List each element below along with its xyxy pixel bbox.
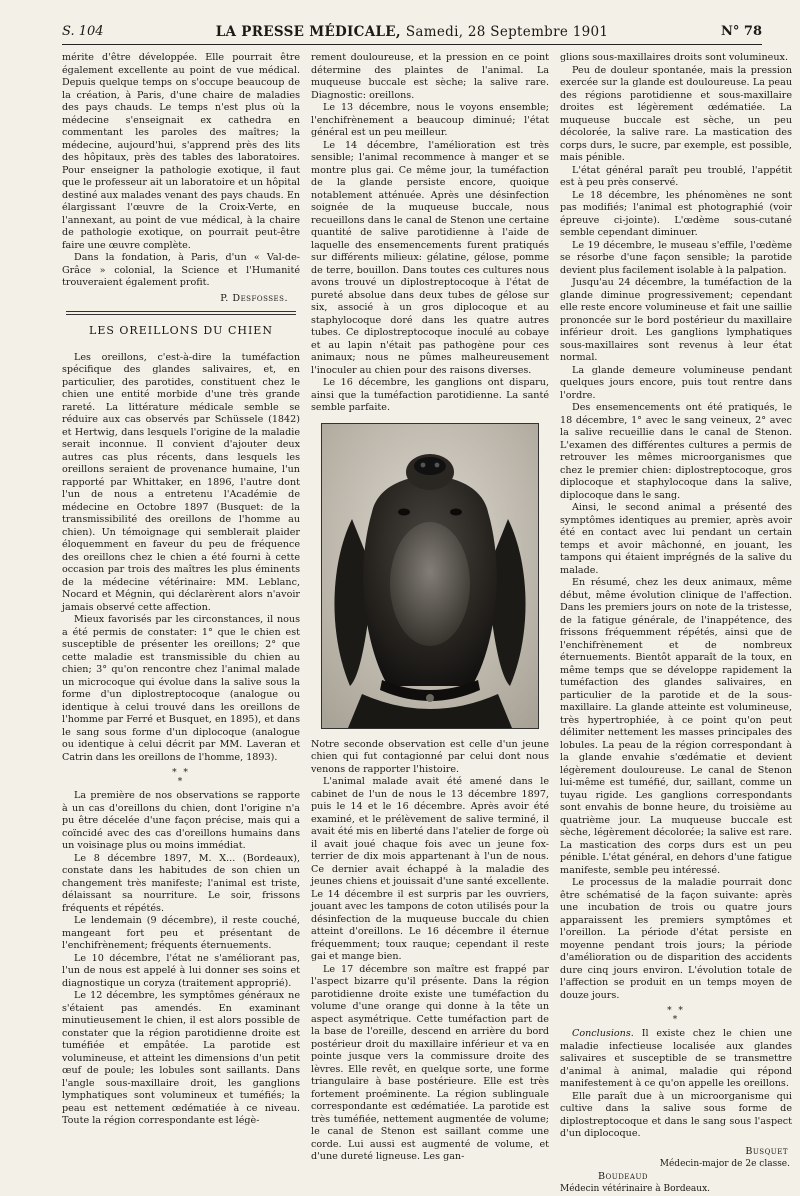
asterism: * * *: [172, 768, 190, 787]
journal-title: [62, 24, 762, 40]
column-2: [311, 52, 549, 1164]
paragraph: En résumé, chez les deux animaux, même début, même évolution clinique de l'affection. Dans les premiers jours on note de la tristesse, de la fatigue générale, de l'inappétence, des frissons fréquemment répétés, ainsi que de l'enchifrènement et de nombreux éternuements. Bientôt apparaît de la toux, en même temps que se développe rapidement la tuméfaction des glandes salivaires, en particulier de la parotide et de la sous-maxillaire. La glande atteinte est volumineuse, très hypertrophiée, à ce point qu'on peut délimiter nettement les masses principales des lobules. La peau de la région correspondant à la glande envahie s'œdématie et devient légèrement douloureuse. Le canal de Stenon lui-même est tuméfié, dur, saillant, comme un tuyau rigide. Les ganglions correspondants sont envahis de bonne heure, du troisième au quatrième jour. La muqueuse buccale est sèche, légèrement décolorée; la salive est rare. La mastication des corps durs est un peu pénible. L'état général, en dehors d'une fatigue manifeste, semble peu intéressé.: [560, 577, 792, 876]
paragraph: glions sous-maxillaires droits sont volumineux.: [560, 52, 788, 63]
paragraph: Le 18 décembre, les phénomènes ne sont pas modifiés; l'animal est photographié (voir épreuve ci-jointe). L'œdème sous-cutané semble cependant diminuer.: [560, 189, 792, 238]
paragraph: Le processus de la maladie pourrait donc être schématisé de la façon suivante: après une incubation de trois ou quatre jours apparaissent les premiers symptômes et l'oreillon. La période d'état persiste en moyenne pendant trois jours; la période d'amélioration ou de disparition des accidents dure cinq jours environ. L'évolution totale de l'affection se produit en un temps moyen de douze jours.: [560, 877, 792, 1001]
dog-photograph: [321, 423, 539, 729]
author-2-title: Médecin vétérinaire à Bordeaux.: [560, 1184, 711, 1194]
author-1-name: Busquet: [745, 1145, 788, 1157]
column-1: [62, 52, 300, 1128]
paragraph: Le 10 décembre, l'état ne s'améliorant pas, l'un de nous est appelé à lui donner ses soins et diagnostique un coryza (traitement approprié).: [62, 952, 300, 989]
issue-date: Samedi, 28 Septembre 1901: [405, 24, 609, 40]
conclusions-label: Conclusions.: [572, 1028, 634, 1039]
issue-number: N° 78: [721, 24, 762, 39]
signature: P. Desfosses.: [220, 292, 288, 304]
conclusions-paragraph: [560, 1028, 792, 1091]
paragraph: La glande demeure volumineuse pendant quelques jours encore, puis tout rentre dans l'ordre.: [560, 364, 792, 401]
header-rule: [62, 44, 762, 45]
author-2-name: Boudeaud: [598, 1170, 648, 1182]
paragraph: rement douloureuse, et la pression en ce point détermine des plaintes de l'animal. La muqueuse buccale est sèche; la salive rare. Diagnostic: oreillons.: [311, 52, 549, 101]
paragraph: Le 12 décembre, les symptômes généraux ne s'étaient pas amendés. En examinant minutieusement le chien, il est alors possible de constater que la région parotidienne droite est tuméfiée et empâtée. La parotide est volumineuse, et atteint les dimensions d'un petit œuf de poule; les lobules sont saillants. Dans l'angle sous-maxillaire droit, les ganglions lymphatiques sont volumineux et tuméfiés; la peau est nettement œdématiée à ce niveau. Toute la région correspondante est légè-: [62, 990, 300, 1126]
separator-rule: [66, 311, 296, 312]
paragraph: La première de nos observations se rapporte à un cas d'oreillons du chien, dont l'origine n'a pu être décelée d'une façon précise, mais qui a coïncidé avec des cas d'oreillons humains dans un voisinage plus ou moins immédiat.: [62, 790, 300, 851]
paragraph: Les oreillons, c'est-à-dire la tuméfaction spécifique des glandes salivaires, et, en particulier, des parotides, constituent chez le chien une entité morbide d'une très grande rareté. La littérature médicale semble se réduire aux cas observés par Schüssele (1842) et Hertwig, dans lesquels l'origine de la maladie serait inconnue. Il convient d'ajouter deux autres cas plus récents, dans lesquels les oreillons seraient de provenance humaine, l'un rapporté par Whittaker, en 1896, l'autre dont l'un de nous a entretenu l'Académie de médecine en Octobre 1897 (Busquet: de la transmissibilité des oreillons de l'homme au chien). Un témoignage qui semblerait plaider éloquemment en faveur du peu de fréquence des oreillons chez le chien a été fourni à cette occasion par trois des maîtres les plus éminents de la médecine vétérinaire: MM. Leblanc, Nocard et Mégnin, qui déclarèrent alors n'avoir jamais observé cette affection.: [62, 351, 300, 613]
paragraph: Le lendemain (9 décembre), il reste couché, mangeant fort peu et présentant de l'enchifrènement; fréquents éternuements.: [62, 915, 300, 951]
paragraph: Le 8 décembre 1897, M. X... (Bordeaux), constate dans les habitudes de son chien un changement très manifeste; l'animal est triste, délaissant sa nourriture. Le soir, frissons fréquents et répétés.: [62, 852, 300, 914]
paragraph: Le 19 décembre, le museau s'effile, l'œdème se résorbe d'une façon sensible; la parotide devient plus facilement isolable à la palpation.: [560, 239, 792, 276]
conclusions-text: Il existe chez le chien une maladie infectieuse localisée aux glandes salivaires et susceptible de se transmettre d'animal à animal, maladie qui répond manifestement à ce qu'on appelle les oreillons.: [560, 1028, 792, 1089]
article-title: LES OREILLONS DU CHIEN: [89, 324, 273, 337]
paragraph: Mieux favorisés par les circonstances, il nous a été permis de constater: 1° que le chien est susceptible de présenter les oreillons; 2° que cette maladie est transmissible du chien au chien; 3° qu'on rencontre chez l'animal malade un microcoque qui évolue dans la salive sous la forme d'un diplostreptocoque (analogue ou identique à celui trouvé dans les oreillons de l'homme par Ferré et Busquet, en 1895), et dans le sang sous forme d'un diplocoque (analogue ou identique à celui décrit par MM. Laveran et Catrin dans les oreillons de l'homme, 1893).: [62, 614, 300, 763]
paragraph: Le 17 décembre son maître est frappé par l'aspect bizarre qu'il présente. Dans la région parotidienne droite existe une tuméfaction du volume d'une orange qui donne à la tête un aspect asymétrique. Cette tuméfaction part de la base de l'oreille, descend en arrière du bord postérieur droit du maxillaire inférieur et va en pointe jusque vers la commissure droite des lèvres. Elle revêt, en quelque sorte, une forme triangulaire à base postérieure. Elle est très fortement proéminente. La région sublinguale correspondante est œdématiée. La parotide est très tuméfiée, nettement augmentée de volume; le canal de Stenon est saillant comme une corde. Lui aussi est augmenté de volume, et d'une dureté ligneuse. Les gan-: [311, 963, 549, 1162]
paragraph: mérite d'être développée. Elle pourrait être également excellente au point de vue médical. Depuis quelque temps on s'occupe beaucoup de la création, à Paris, d'une chaire de maladies des pays chauds. Le temps n'est plus où la médecine s'enseignait ex cathedra en commentant les paroles des maîtres; la médecine, aujourd'hui, s'apprend près des lits des hôpitaux, près des tables des laboratoires. Pour enseigner la pathologie exotique, il faut que le professeur ait un laboratoire et un hôpital destiné aux malades venant des pays chauds. En élargissant l'œuvre de la Croix-Verte, en l'annexant, au point de vue médical, à la chaire de pathologie exotique, on pourrait peut-être faire une œuvre complète.: [62, 52, 300, 251]
paragraph: Le 13 décembre, nous le voyons ensemble; l'enchifrènement a beaucoup diminué; l'état général est un peu meilleur.: [311, 102, 549, 138]
paragraph: Jusqu'au 24 décembre, la tuméfaction de la glande diminue progressivement; cependant elle reste encore volumineuse et fait une saillie prononcée sur le bord postérieur du maxillaire inférieur droit. Les ganglions lymphatiques sous-maxillaires sont revenus à leur état normal.: [560, 277, 792, 363]
paragraph: Notre seconde observation est celle d'un jeune chien qui fut contagionné par celui dont nous venons de rapporter l'histoire.: [311, 738, 549, 775]
paragraph: Dans la fondation, à Paris, d'un « Val-de-Grâce » colonial, la Science et l'Humanité trouveraient également profit.: [62, 252, 300, 288]
paragraph: Des ensemencements ont été pratiqués, le 18 décembre, 1° avec le sang veineux, 2° avec la salive recueillie dans le canal de Stenon. L'examen des différentes cultures a permis de retrouver les mêmes microorganismes que chez le premier chien: diplostreptocoque, gros diplocoque et staphylocoque dans la salive, diplocoque dans le sang.: [560, 402, 792, 501]
journal-name: LA PRESSE MÉDICALE,: [215, 24, 401, 40]
paragraph: Elle paraît due à un microorganisme qui cultive dans la salive sous forme de diplostreptocoque et dans le sang sous l'aspect d'un diplocoque.: [560, 1090, 792, 1139]
authors-block: [560, 1146, 792, 1196]
paragraph: Peu de douleur spontanée, mais la pression exercée sur la glande est douloureuse. La peau des régions parotidienne et sous-maxillaire droites est légèrement œdématiée. La muqueuse buccale est sèche, un peu décolorée, la salive rare. La mastication des corps durs, le sucre, par exemple, est possible, mais pénible.: [560, 64, 792, 163]
page-number: S. 104: [62, 24, 104, 39]
page-header: [62, 22, 762, 44]
author-1-title: Médecin-major de 2e classe.: [659, 1159, 790, 1169]
asterism: * * *: [667, 1006, 685, 1025]
separator-rule: [66, 314, 296, 315]
paragraph: Le 14 décembre, l'amélioration est très sensible; l'animal recommence à manger et se montre plus gai. Ce même jour, la tuméfaction de la glande persiste encore, quoique notablement atténuée. Après une désinfection soignée de la muqueuse buccale, nous recueillons dans le canal de Stenon une certaine quantité de salive parotidienne à l'aide de laquelle des ensemencements furent pratiqués sur différents milieux: gélatine, gélose, pomme de terre, bouillon. Dans toutes ces cultures nous avons trouvé un diplostreptocoque à l'état de pureté absolue dans deux tubes de gélose sur six, associé à un gros diplocoque et au staphylocoque doré dans les quatre autres tubes. Ce diplostreptocoque inoculé au cobaye et au lapin n'était pas pathogène pour ces animaux; nous ne pûmes malheureusement l'inoculer au chien pour des raisons diverses.: [311, 139, 549, 376]
paragraph: Le 16 décembre, les ganglions ont disparu, ainsi que la tuméfaction parotidienne. La santé semble parfaite.: [311, 377, 549, 413]
paragraph: L'animal malade avait été amené dans le cabinet de l'un de nous le 13 décembre 1897, puis le 14 et le 16 décembre. Après avoir été examiné, et le prélèvement de salive terminé, il avait été mis en liberté dans l'atelier de forge où il avait joué chaque fois avec un jeune fox-terrier de dix mois appartenant à l'un de nous. Ce dernier avait échappé à la maladie des jeunes chiens et jouissait d'une santé excellente. Le 14 décembre il est surpris par les ouvriers, jouant avec les tampons de coton utilisés pour la désinfection de la muqueuse buccale du chien atteint d'oreillons. Le 16 décembre il éternue fréquemment; toux rauque; cependant il reste gai et mange bien.: [311, 776, 549, 962]
column-3: [560, 52, 792, 1196]
paragraph: L'état général paraît peu troublé, l'appétit est à peu près conservé.: [560, 164, 792, 188]
dog-photo-illustration: [322, 424, 538, 728]
paragraph: Ainsi, le second animal a présenté des symptômes identiques au premier, après avoir été en contact avec lui pendant un certain temps et avoir mâchonné, en jouant, les tampons qui étaient imprégnés de la salive du malade.: [560, 502, 792, 576]
